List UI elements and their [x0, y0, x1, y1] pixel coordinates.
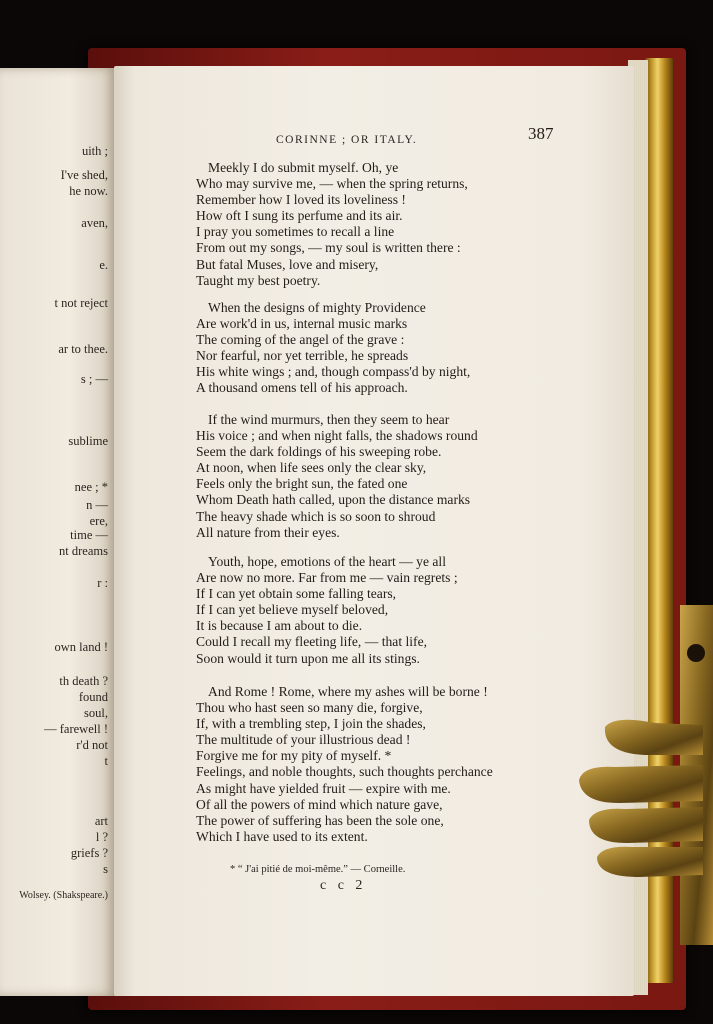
poem-line: Could I recall my fleeting life, — that life, — [196, 634, 428, 650]
left-page-fragment: aven, — [81, 216, 108, 230]
signature-mark: c c 2 — [320, 878, 367, 893]
left-page-fragment: soul, — [84, 706, 108, 720]
poem-line: Seem the dark foldings of his sweeping robe. — [196, 444, 442, 460]
poem-line: How oft I sung its perfume and its air. — [196, 208, 403, 224]
poem-line: If, with a trembling step, I join the shades, — [196, 716, 426, 732]
left-page — [0, 68, 116, 996]
left-page-fragment: art — [94, 814, 108, 828]
left-page-fragment: ar to thee. — [58, 342, 108, 356]
poem-stanza — [196, 684, 493, 845]
poem-stanza — [196, 300, 470, 397]
brass-hand-bookstand — [575, 605, 713, 945]
left-page-fragment: r'd not — [76, 738, 108, 752]
running-head: CORINNE ; OR ITALY. — [276, 134, 418, 146]
left-page-fragment: t — [104, 754, 108, 768]
left-page-fragment: s ; — — [80, 372, 108, 386]
footnote: * “ J'ai pitié de moi-même.” — Corneille. — [230, 864, 406, 875]
poem-line: Meekly I do submit myself. Oh, ye — [208, 160, 399, 175]
poem-line: Who may survive me, — when the spring returns, — [196, 176, 468, 192]
right-page — [114, 66, 634, 996]
left-page-fragment: nee ; * — [74, 480, 108, 494]
poem-line: All nature from their eyes. — [196, 524, 340, 540]
poem-line: It is because I am about to die. — [196, 618, 363, 634]
left-page-fragment: s — [103, 862, 108, 876]
poem-line: Which I have used to its extent. — [196, 828, 368, 844]
left-page-fragment: sublime — [68, 434, 108, 448]
poem-line: Feelings, and noble thoughts, such thoughts perchance — [196, 764, 493, 780]
poem-line: If I can yet obtain some falling tears, — [196, 586, 397, 602]
poem-line: Thou who hast seen so many die, forgive, — [196, 700, 423, 716]
poem-line: And Rome ! Rome, where my ashes will be borne ! — [208, 684, 488, 699]
poem-line: Are work'd in us, internal music marks — [196, 316, 408, 332]
left-page-fragment: griefs ? — [70, 846, 108, 860]
poem-line: When the designs of mighty Providence — [208, 300, 426, 315]
poem-line: I pray you sometimes to recall a line — [196, 224, 395, 240]
poem-line: His white wings ; and, though compass'd by night, — [196, 364, 471, 380]
poem-line: From out my songs, — my soul is written there : — [196, 240, 461, 256]
poem-line: Nor fearful, nor yet terrible, he spreads — [196, 348, 409, 364]
poem-line: If the wind murmurs, then they seem to hear — [208, 412, 450, 427]
poem-line: But fatal Muses, love and misery, — [196, 256, 379, 272]
left-page-fragment: ere, — [89, 514, 108, 528]
left-page-fragment: r : — [97, 576, 108, 590]
poem-line: As might have yielded fruit — expire with me. — [196, 780, 451, 796]
left-page-fragment: — farewell ! — [44, 722, 108, 736]
poem-line: The multitude of your illustrious dead ! — [196, 732, 411, 748]
poem-line: Feels only the bright sun, the fated one — [196, 476, 408, 492]
poem-line: The coming of the angel of the grave : — [196, 332, 405, 348]
left-page-fragment: he now. — [69, 184, 108, 198]
left-page-fragment: e. — [99, 258, 108, 272]
left-page-fragment: I've shed, — [60, 168, 108, 182]
poem-line: The power of suffering has been the sole one, — [196, 812, 444, 828]
left-page-fragment: th death ? — [59, 674, 108, 688]
poem-line: The heavy shade which is so soon to shroud — [196, 508, 436, 524]
poem-line: If I can yet believe myself beloved, — [196, 602, 389, 618]
left-page-footer: Wolsey. (Shakspeare.) — [19, 890, 108, 901]
left-page-fragment: uith ; — [81, 144, 108, 158]
poem-line: Youth, hope, emotions of the heart — ye all — [208, 554, 446, 569]
poem-line: His voice ; and when night falls, the shadows round — [196, 428, 478, 444]
poem-line: A thousand omens tell of his approach. — [196, 380, 408, 396]
poem-stanza — [196, 412, 478, 541]
poem-line: At noon, when life sees only the clear sky, — [196, 460, 427, 476]
poem-line: Remember how I loved its loveliness ! — [196, 192, 406, 208]
left-page-fragment: n — — [86, 498, 108, 512]
left-page-fragment: l ? — [95, 830, 108, 844]
left-page-fragment: own land ! — [54, 640, 108, 654]
poem-line: Taught my best poetry. — [196, 272, 321, 288]
left-page-fragment: t not reject — [54, 296, 108, 310]
poem-line: Are now no more. Far from me — vain regrets ; — [196, 570, 458, 586]
left-page-fragment: found — [78, 690, 108, 704]
poem-line: Soon would it turn upon me all its stings. — [196, 650, 420, 666]
poem-line: Whom Death hath called, upon the distance marks — [196, 492, 471, 508]
poem-line: Forgive me for my pity of myself. * — [196, 748, 392, 764]
page-number: 387 — [528, 124, 554, 143]
poem-stanza — [196, 554, 458, 667]
poem-line: Of all the powers of mind which nature gave, — [196, 796, 443, 812]
left-page-fragment: nt dreams — [59, 544, 108, 558]
left-page-fragment: time — — [70, 528, 108, 542]
poem-stanza — [196, 160, 468, 289]
